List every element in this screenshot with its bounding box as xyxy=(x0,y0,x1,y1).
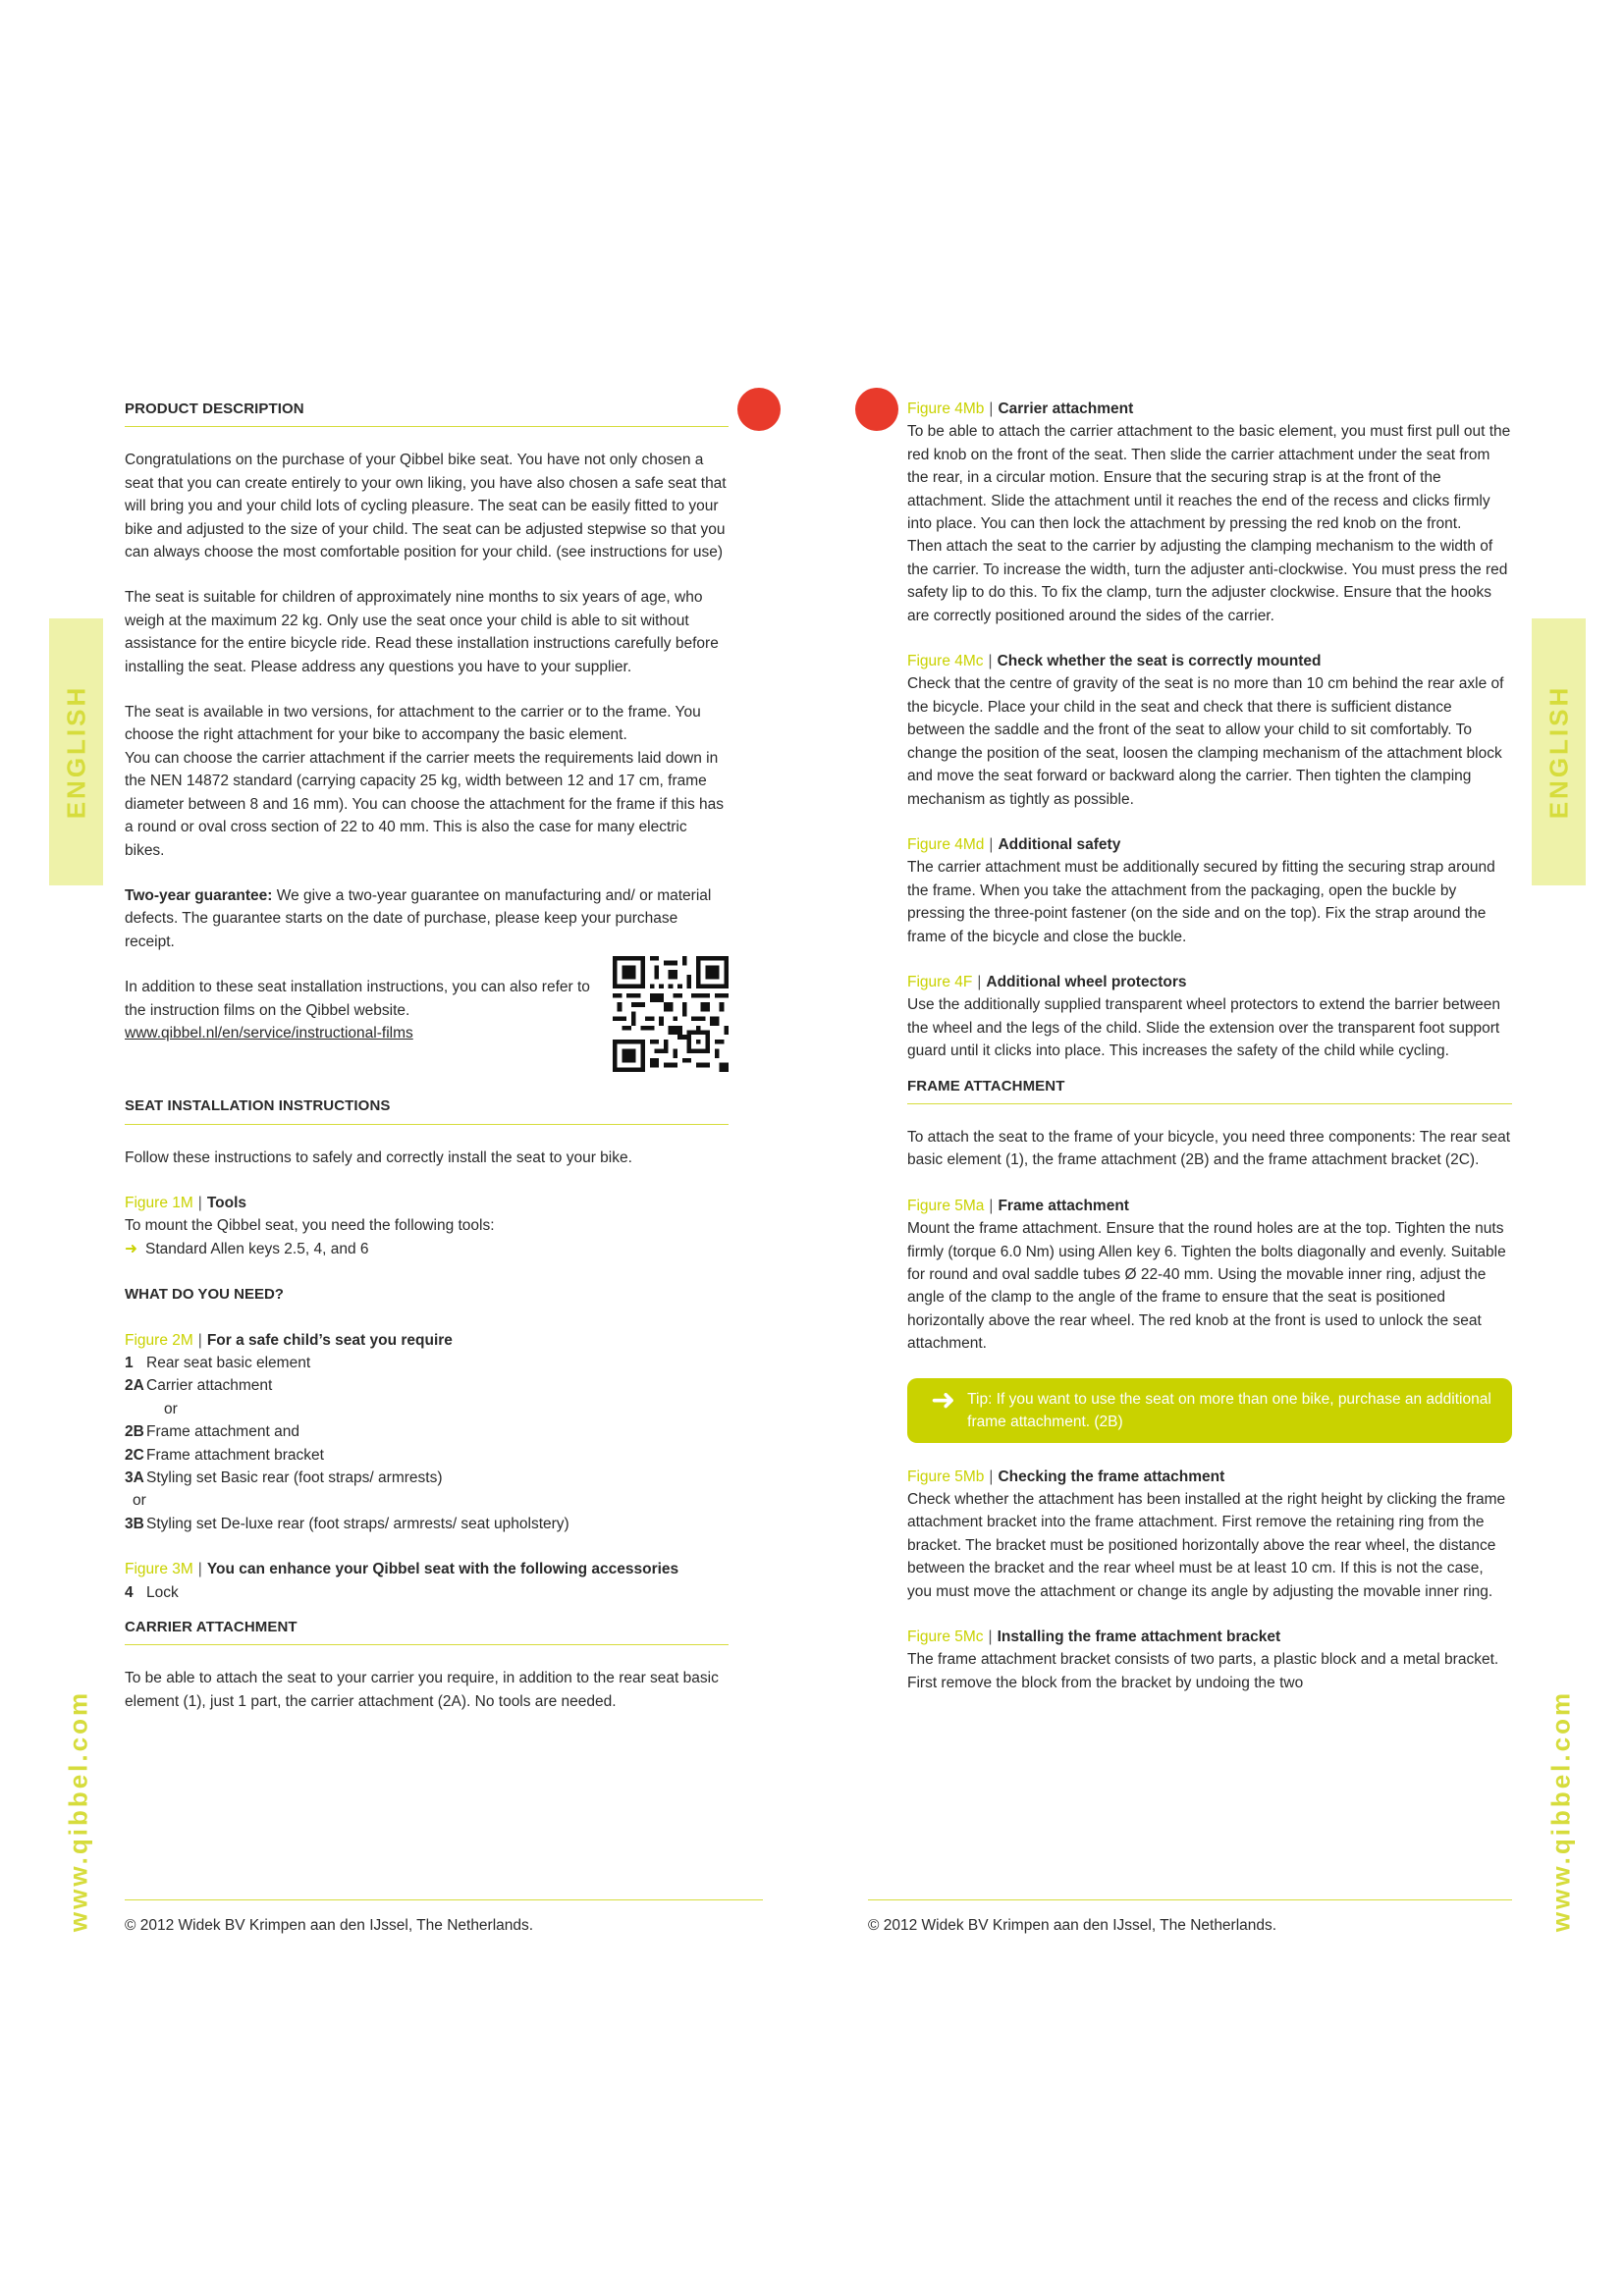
list-item: ➜ Standard Allen keys 2.5, 4, and 6 xyxy=(125,1240,369,1257)
figure-ref: Figure 3M xyxy=(125,1561,193,1578)
language-tab-left xyxy=(49,618,103,885)
footer-divider-right xyxy=(868,1899,1512,1900)
paragraph: Mount the frame attachment. Ensure that the round holes are at the top. Tighten the nuts firmly (torque 6.0 Nm) using Allen key 6. Tighten the bolts diagonally and evenly. Suitable for round and oval saddle tubes Ø 22-40 mm. Using the movable inner ring, adjust the angle of the clamp to the angle of the frame to ensure that the seat is positioned horizontally above the rear wheel. The red knob at the front is used to unlock the seat attachment. xyxy=(907,1220,1506,1353)
section-title-carrier-attachment: CARRIER ATTACHMENT xyxy=(125,1616,729,1645)
figure-title: Additional safety xyxy=(998,835,1121,853)
paragraph: The frame attachment bracket consists of two parts, a plastic block and a metal bracket. First remove the block from the bracket by undoing the two xyxy=(907,1651,1499,1691)
website-url-right: www.qibbel.com xyxy=(1545,1689,1576,1933)
figure-heading: Figure 5Mb | Checking the frame attachment xyxy=(907,1468,1225,1485)
section-title-what-do-you-need: WHAT DO YOU NEED? xyxy=(125,1286,284,1304)
figure-heading: Figure 4Mb | Carrier attachment xyxy=(907,400,1134,417)
list-item: 2C Frame attachment bracket xyxy=(125,1446,324,1464)
list-or: or xyxy=(133,1492,146,1510)
red-marker-right xyxy=(855,388,898,431)
figure-ref: Figure 5Mb xyxy=(907,1468,985,1485)
list-item: 1 Rear seat basic element xyxy=(125,1354,311,1371)
figure-heading: Figure 5Ma | Frame attachment xyxy=(907,1197,1129,1214)
figure-ref: Figure 4Mb xyxy=(907,400,985,417)
section-title-product-description: PRODUCT DESCRIPTION xyxy=(125,398,729,427)
guarantee-text: We give a two-year guarantee on manufacturing and/ or material defects. The guarantee starts on the date of purchase, please keep your purchase receipt. xyxy=(125,886,712,950)
figure-heading: Figure 4Md | Additional safety xyxy=(907,835,1121,853)
paragraph: To attach the seat to the frame of your bicycle, you need three components: The rear seat basic element (1), the frame attachment (2B) and the frame attachment bracket (2C). xyxy=(907,1128,1511,1169)
tip-text: Tip: If you want to use the seat on more than one bike, purchase an additional frame attachment. (2B) xyxy=(967,1390,1491,1430)
figure-ref: Figure 5Mc xyxy=(907,1629,984,1646)
paragraph: Then attach the seat to the carrier by adjusting the clamping mechanism to the width of the carrier. To increase the width, turn the adjuster anti-clockwise. You must press the red safety lip to do this. To fix the clamp, turn the adjuster clockwise. Ensure that the hooks are correctly positioned around the sides of the carrier. xyxy=(907,538,1508,624)
figure-title: Checking the frame attachment xyxy=(998,1468,1225,1485)
films-block xyxy=(125,976,729,1072)
figure-title: Tools xyxy=(206,1194,246,1211)
paragraph: Check whether the attachment has been installed at the right height by clicking the frame attachment bracket into the frame attachment. First remove the retaining ring from the bracket. The bracket must be positioned horizontally above the rear wheel, the distance between the bracket and the rear wheel must be at least 10 cm. If this is not the case, you must move the attachment or change its angle by adjusting the movable inner ring. xyxy=(907,1491,1506,1600)
paragraph: To be able to attach the carrier attachment to the basic element, you must first pull out the red knob on the front of the seat. Then slide the carrier attachment under the seat from the rear, in a circular motion. Ensure that the securing strap is at the front of the attachment. Slide the attachment until it reaches the end of the recess and clicks firmly into place. You can then lock the attachment by pressing the red knob on the front. xyxy=(907,423,1511,533)
figure-heading: Figure 4F | Additional wheel protectors xyxy=(907,973,1187,990)
language-tab-label: ENGLISH xyxy=(1543,684,1573,820)
figure-heading: Figure 1M | Tools xyxy=(125,1194,246,1211)
figure-title: For a safe child’s seat you require xyxy=(206,1331,453,1349)
figure-ref: Figure 1M xyxy=(125,1194,193,1211)
figure-heading: Figure 2M | For a safe child’s seat you require xyxy=(125,1331,453,1349)
paragraph: Follow these instructions to safely and correctly install the seat to your bike. xyxy=(125,1148,632,1166)
section-title-seat-installation: SEAT INSTALLATION INSTRUCTIONS xyxy=(125,1095,729,1124)
list-item: 3B Styling set De-luxe rear (foot straps/ armrests/ seat upholstery) xyxy=(125,1515,569,1532)
guarantee-paragraph xyxy=(125,884,729,953)
red-marker-left xyxy=(737,388,781,431)
figure-ref: Figure 2M xyxy=(125,1331,193,1349)
figure-ref: Figure 4Md xyxy=(907,835,985,853)
list-item: 3A Styling set Basic rear (foot straps/ armrests) xyxy=(125,1469,443,1486)
figure-title: Check whether the seat is correctly mounted xyxy=(997,653,1322,670)
footer-copyright-right: © 2012 Widek BV Krimpen aan den IJssel, The Netherlands. xyxy=(868,1917,1277,1934)
footer-copyright-left: © 2012 Widek BV Krimpen aan den IJssel, The Netherlands. xyxy=(125,1917,534,1934)
qr-code-icon xyxy=(613,956,729,1072)
figure-ref: Figure 5Ma xyxy=(907,1197,985,1214)
figure-title: You can enhance your Qibbel seat with the following accessories xyxy=(206,1561,679,1578)
list-or: or xyxy=(164,1400,178,1417)
paragraph: The seat is suitable for children of approximately nine months to six years of age, who weigh at the maximum 22 kg. Only use the seat once your child is able to sit without assistance for the entire bicycle ride. Read these installation instructions carefully before installing the seat. Please address any questions you have to your supplier. xyxy=(125,589,719,675)
figure-ref: Figure 4F xyxy=(907,973,973,990)
films-link[interactable]: www.qibbel.nl/en/service/instructional-films xyxy=(125,1024,413,1041)
films-text: In addition to these seat installation instructions, you can also refer to the instruction films on the Qibbel website. xyxy=(125,979,590,1019)
language-tab-label: ENGLISH xyxy=(61,684,90,820)
left-column xyxy=(125,398,729,1713)
figure-title: Additional wheel protectors xyxy=(986,973,1187,990)
paragraph: The seat is available in two versions, for attachment to the carrier or to the frame. You choose the right attachment for your bike to accompany the basic element. xyxy=(125,704,701,744)
arrow-right-icon: ➜ xyxy=(125,1240,137,1257)
website-url-left: www.qibbel.com xyxy=(63,1689,93,1933)
figure-ref: Figure 4Mc xyxy=(907,653,984,670)
section-title-frame-attachment: FRAME ATTACHMENT xyxy=(907,1075,1512,1104)
language-tab-right xyxy=(1532,618,1586,885)
figure-title: Installing the frame attachment bracket xyxy=(997,1629,1281,1646)
paragraph: The carrier attachment must be additionally secured by fitting the securing strap around the frame. When you take the attachment from the packaging, open the buckle by pressing the three-point fastener (on the side and on the top). Fix the strap around the frame of the bicycle and close the buckle. xyxy=(907,859,1495,945)
list-item: 2B Frame attachment and xyxy=(125,1423,299,1441)
paragraph: Congratulations on the purchase of your Qibbel bike seat. You have not only chosen a seat that you can create entirely to your own liking, you have also chosen a safe seat that will bring you and your child lots of cycling pleasure. The seat can be easily fitted to your bike and adjusted to the size of your child. The seat can be adjusted stepwise so that you can always choose the most comfortable position for your child. (see instructions for use) xyxy=(125,452,727,561)
footer-divider-left xyxy=(125,1899,763,1900)
list-item: 4 Lock xyxy=(125,1583,179,1601)
right-column xyxy=(907,398,1512,1694)
figure-heading: Figure 4Mc | Check whether the seat is correctly mounted xyxy=(907,653,1322,670)
figure-title: Carrier attachment xyxy=(998,400,1134,417)
guarantee-label: Two-year guarantee: xyxy=(125,886,273,904)
figure-title: Frame attachment xyxy=(998,1197,1129,1214)
paragraph: To be able to attach the seat to your carrier you require, in addition to the rear seat basic element (1), just 1 part, the carrier attachment (2A). No tools are needed. xyxy=(125,1670,719,1710)
paragraph: Use the additionally supplied transparent wheel protectors to extend the barrier between the wheel and the legs of the child. Slide the extension over the transparent foot support guard until it clicks into place. This increases the safety of the child while cycling. xyxy=(907,996,1501,1060)
figure-heading: Figure 5Mc | Installing the frame attachment bracket xyxy=(907,1629,1281,1646)
arrow-right-icon: ➜ xyxy=(931,1383,956,1416)
paragraph: You can choose the carrier attachment if the carrier meets the requirements laid down in the NEN 14872 standard (carrying capacity 25 kg, width between 12 and 17 cm, frame diameter between 8 and 16 mm). You can choose the attachment for the frame if this has a round or oval cross section of 22 to 40 mm. This is also the case for many electric bikes. xyxy=(125,749,725,859)
list-item: 2A Carrier attachment xyxy=(125,1377,273,1395)
tip-box xyxy=(907,1378,1512,1443)
paragraph: To mount the Qibbel seat, you need the following tools: xyxy=(125,1217,495,1235)
figure-heading: Figure 3M | You can enhance your Qibbel seat with the following accessories xyxy=(125,1561,679,1578)
paragraph: Check that the centre of gravity of the seat is no more than 10 cm behind the rear axle of the bicycle. Place your child in the seat and check that there is sufficient distance between the saddle and the front of the seat to allow your child to sit comfortably. To change the position of the seat, loosen the clamping mechanism of the attachment block and move the seat forward or backward along the carrier. Then tighten the clamping mechanism as tightly as possible. xyxy=(907,675,1504,808)
